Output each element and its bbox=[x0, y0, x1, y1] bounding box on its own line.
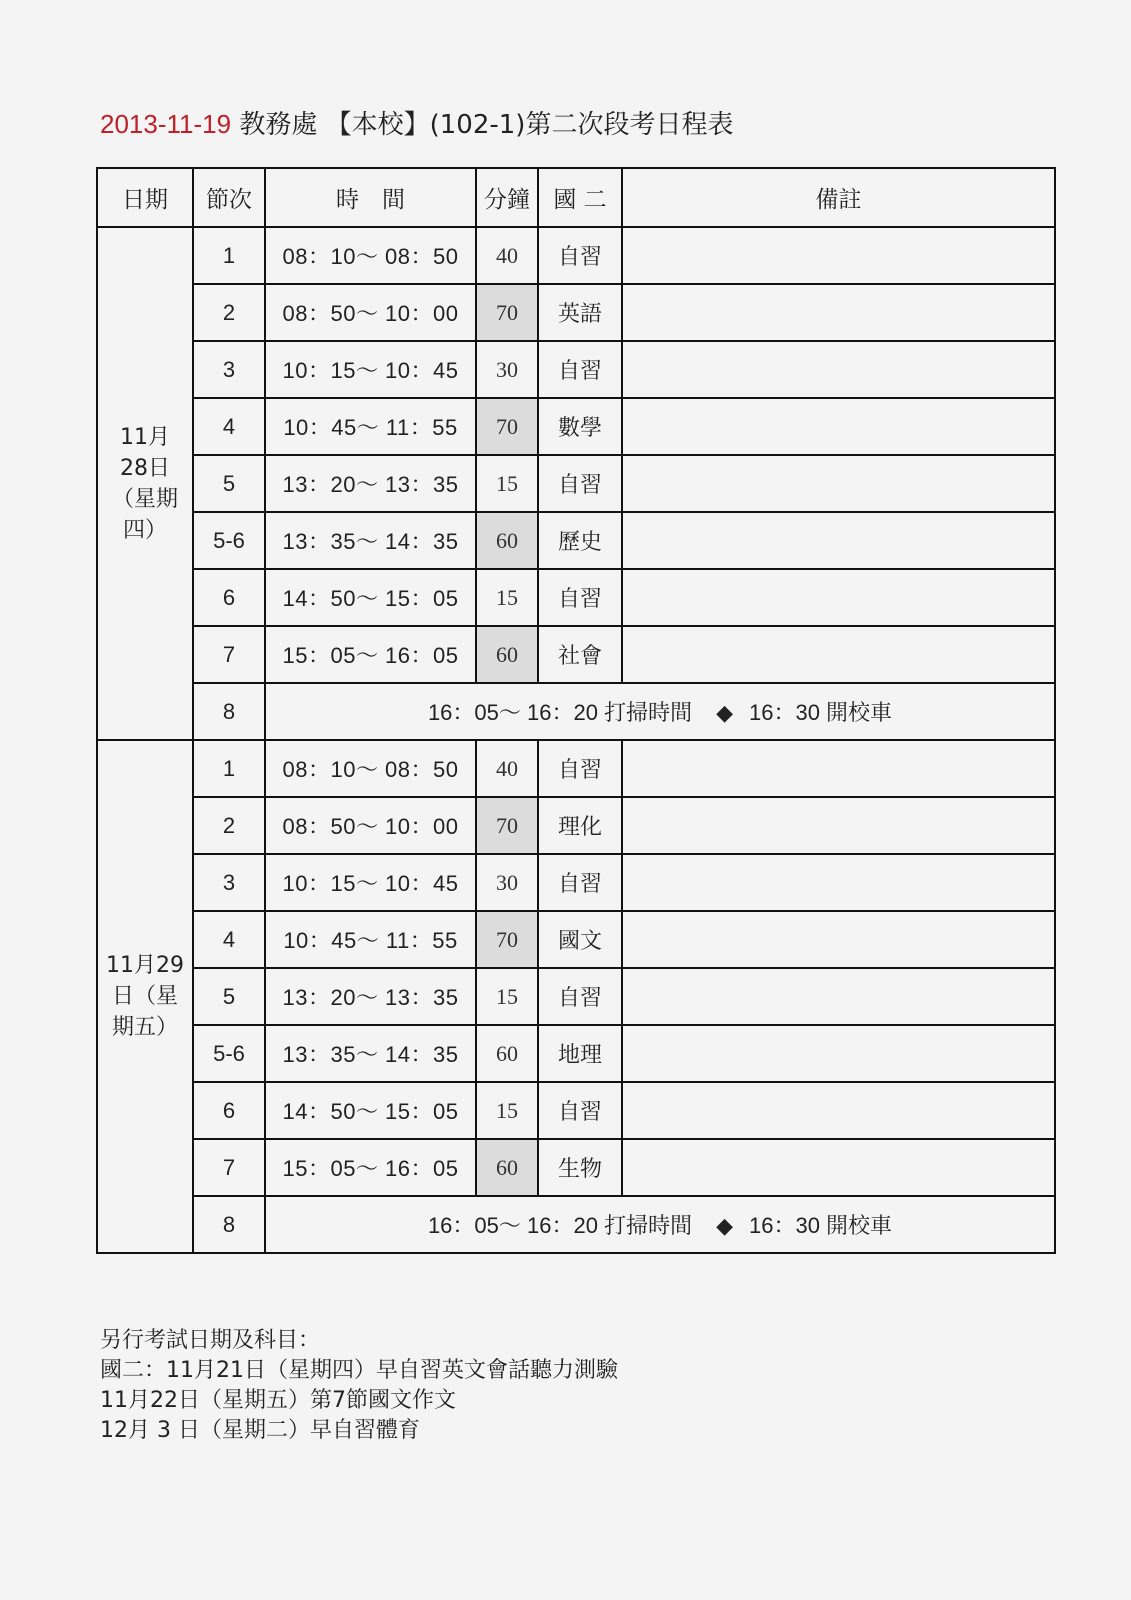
minutes-cell: 70 bbox=[476, 284, 538, 341]
time-cell: 13：20～ 13：35 bbox=[265, 455, 476, 512]
period-cell: 3 bbox=[193, 854, 265, 911]
period-cell: 5-6 bbox=[193, 512, 265, 569]
minutes-cell: 15 bbox=[476, 569, 538, 626]
subject-cell: 自習 bbox=[538, 227, 622, 284]
remarks-cell bbox=[622, 1139, 1055, 1196]
header-grade: 國 二 bbox=[538, 168, 622, 227]
remarks-cell bbox=[622, 797, 1055, 854]
table-row bbox=[97, 512, 1055, 569]
cleaning-note-cell bbox=[265, 1196, 1055, 1253]
subject-cell: 自習 bbox=[538, 968, 622, 1025]
minutes-cell: 15 bbox=[476, 455, 538, 512]
period-cell: 5-6 bbox=[193, 1025, 265, 1082]
remarks-cell bbox=[622, 968, 1055, 1025]
time-cell: 10：15～ 10：45 bbox=[265, 854, 476, 911]
minutes-cell: 70 bbox=[476, 911, 538, 968]
subject-cell: 國文 bbox=[538, 911, 622, 968]
period-cell: 6 bbox=[193, 1082, 265, 1139]
table-row bbox=[97, 227, 1055, 284]
day-date-label: 11月 28日（星期四） bbox=[111, 424, 178, 543]
cleaning-activity: 打掃時間 bbox=[604, 1213, 693, 1238]
time-cell: 10：45～ 11：55 bbox=[265, 911, 476, 968]
table-row bbox=[97, 1025, 1055, 1082]
period-cell: 5 bbox=[193, 455, 265, 512]
period-cell: 4 bbox=[193, 911, 265, 968]
period-cell: 1 bbox=[193, 227, 265, 284]
cleaning-activity: 打掃時間 bbox=[604, 700, 693, 725]
table-row bbox=[97, 398, 1055, 455]
period-cell: 5 bbox=[193, 968, 265, 1025]
time-cell: 10：15～ 10：45 bbox=[265, 341, 476, 398]
time-cell: 08：10～ 08：50 bbox=[265, 227, 476, 284]
period-cell: 2 bbox=[193, 797, 265, 854]
table-row bbox=[97, 1082, 1055, 1139]
subject-cell: 英語 bbox=[538, 284, 622, 341]
remarks-cell bbox=[622, 854, 1055, 911]
remarks-cell bbox=[622, 227, 1055, 284]
school-bus-time: 16：30 開校車 bbox=[749, 1213, 893, 1238]
school-bus-time: 16：30 開校車 bbox=[749, 700, 893, 725]
period-cell: 2 bbox=[193, 284, 265, 341]
exam-schedule-table bbox=[96, 167, 1056, 1254]
remarks-cell bbox=[622, 1082, 1055, 1139]
cleaning-note-cell bbox=[265, 683, 1055, 740]
time-cell: 15：05～ 16：05 bbox=[265, 626, 476, 683]
minutes-cell: 70 bbox=[476, 797, 538, 854]
time-cell: 13：35～ 14：35 bbox=[265, 1025, 476, 1082]
day-date-label: 11月29日（星期五） bbox=[106, 953, 184, 1040]
header-remarks: 備註 bbox=[622, 168, 1055, 227]
header-time: 時 間 bbox=[265, 168, 476, 227]
minutes-cell: 30 bbox=[476, 341, 538, 398]
time-cell: 08：50～ 10：00 bbox=[265, 797, 476, 854]
remarks-cell bbox=[622, 284, 1055, 341]
minutes-cell: 15 bbox=[476, 1082, 538, 1139]
time-cell: 15：05～ 16：05 bbox=[265, 1139, 476, 1196]
additional-exams-notes bbox=[100, 1326, 618, 1446]
remarks-cell bbox=[622, 569, 1055, 626]
time-cell: 14：50～ 15：05 bbox=[265, 1082, 476, 1139]
table-row bbox=[97, 968, 1055, 1025]
table-row bbox=[97, 911, 1055, 968]
time-cell: 08：50～ 10：00 bbox=[265, 284, 476, 341]
subject-cell: 自習 bbox=[538, 1082, 622, 1139]
minutes-cell: 60 bbox=[476, 1025, 538, 1082]
note-line: 12月 3 日（星期二）早自習體育 bbox=[100, 1418, 420, 1443]
time-cell: 10：45～ 11：55 bbox=[265, 398, 476, 455]
minutes-cell: 15 bbox=[476, 968, 538, 1025]
day-date-cell bbox=[97, 227, 193, 740]
remarks-cell bbox=[622, 911, 1055, 968]
table-row bbox=[97, 854, 1055, 911]
table-row bbox=[97, 797, 1055, 854]
table-row bbox=[97, 284, 1055, 341]
title-date: 2013-11-19 bbox=[100, 109, 232, 139]
cleaning-time: 16：05～ 16：20 bbox=[427, 1213, 598, 1238]
remarks-cell bbox=[622, 455, 1055, 512]
notes-heading: 另行考試日期及科目： bbox=[100, 1328, 321, 1353]
header-period: 節次 bbox=[193, 168, 265, 227]
time-cell: 08：10～ 08：50 bbox=[265, 740, 476, 797]
remarks-cell bbox=[622, 398, 1055, 455]
subject-cell: 自習 bbox=[538, 341, 622, 398]
time-cell: 14：50～ 15：05 bbox=[265, 569, 476, 626]
note-line: 國二：11月21日（星期四）早自習英文會話聽力測驗 bbox=[100, 1358, 618, 1383]
title-text: 教務處 【本校】(102-1)第二次段考日程表 bbox=[239, 110, 734, 140]
page-title bbox=[100, 104, 733, 141]
minutes-cell: 60 bbox=[476, 1139, 538, 1196]
day-date-cell bbox=[97, 740, 193, 1253]
minutes-cell: 60 bbox=[476, 512, 538, 569]
subject-cell: 歷史 bbox=[538, 512, 622, 569]
subject-cell: 自習 bbox=[538, 740, 622, 797]
cleaning-row bbox=[97, 1196, 1055, 1253]
period-cell: 6 bbox=[193, 569, 265, 626]
subject-cell: 理化 bbox=[538, 797, 622, 854]
remarks-cell bbox=[622, 512, 1055, 569]
table-row bbox=[97, 626, 1055, 683]
table-row bbox=[97, 341, 1055, 398]
time-cell: 13：35～ 14：35 bbox=[265, 512, 476, 569]
subject-cell: 數學 bbox=[538, 398, 622, 455]
subject-cell: 自習 bbox=[538, 854, 622, 911]
subject-cell: 社會 bbox=[538, 626, 622, 683]
diamond-icon: ◆ bbox=[716, 700, 733, 725]
table-row bbox=[97, 455, 1055, 512]
table-row bbox=[97, 740, 1055, 797]
note-line: 11月22日（星期五）第7節國文作文 bbox=[100, 1388, 456, 1413]
table-row bbox=[97, 569, 1055, 626]
period-cell: 7 bbox=[193, 626, 265, 683]
minutes-cell: 30 bbox=[476, 854, 538, 911]
period-cell: 4 bbox=[193, 398, 265, 455]
table-row bbox=[97, 1139, 1055, 1196]
minutes-cell: 60 bbox=[476, 626, 538, 683]
time-cell: 13：20～ 13：35 bbox=[265, 968, 476, 1025]
period-cell: 8 bbox=[193, 1196, 265, 1253]
minutes-cell: 40 bbox=[476, 227, 538, 284]
period-cell: 3 bbox=[193, 341, 265, 398]
remarks-cell bbox=[622, 626, 1055, 683]
minutes-cell: 40 bbox=[476, 740, 538, 797]
diamond-icon: ◆ bbox=[716, 1213, 733, 1238]
remarks-cell bbox=[622, 740, 1055, 797]
header-date: 日期 bbox=[97, 168, 193, 227]
period-cell: 7 bbox=[193, 1139, 265, 1196]
period-cell: 1 bbox=[193, 740, 265, 797]
subject-cell: 地理 bbox=[538, 1025, 622, 1082]
subject-cell: 自習 bbox=[538, 569, 622, 626]
header-row bbox=[97, 168, 1055, 227]
remarks-cell bbox=[622, 341, 1055, 398]
minutes-cell: 70 bbox=[476, 398, 538, 455]
header-minutes: 分鐘 bbox=[476, 168, 538, 227]
cleaning-row bbox=[97, 683, 1055, 740]
remarks-cell bbox=[622, 1025, 1055, 1082]
subject-cell: 自習 bbox=[538, 455, 622, 512]
period-cell: 8 bbox=[193, 683, 265, 740]
cleaning-time: 16：05～ 16：20 bbox=[427, 700, 598, 725]
subject-cell: 生物 bbox=[538, 1139, 622, 1196]
